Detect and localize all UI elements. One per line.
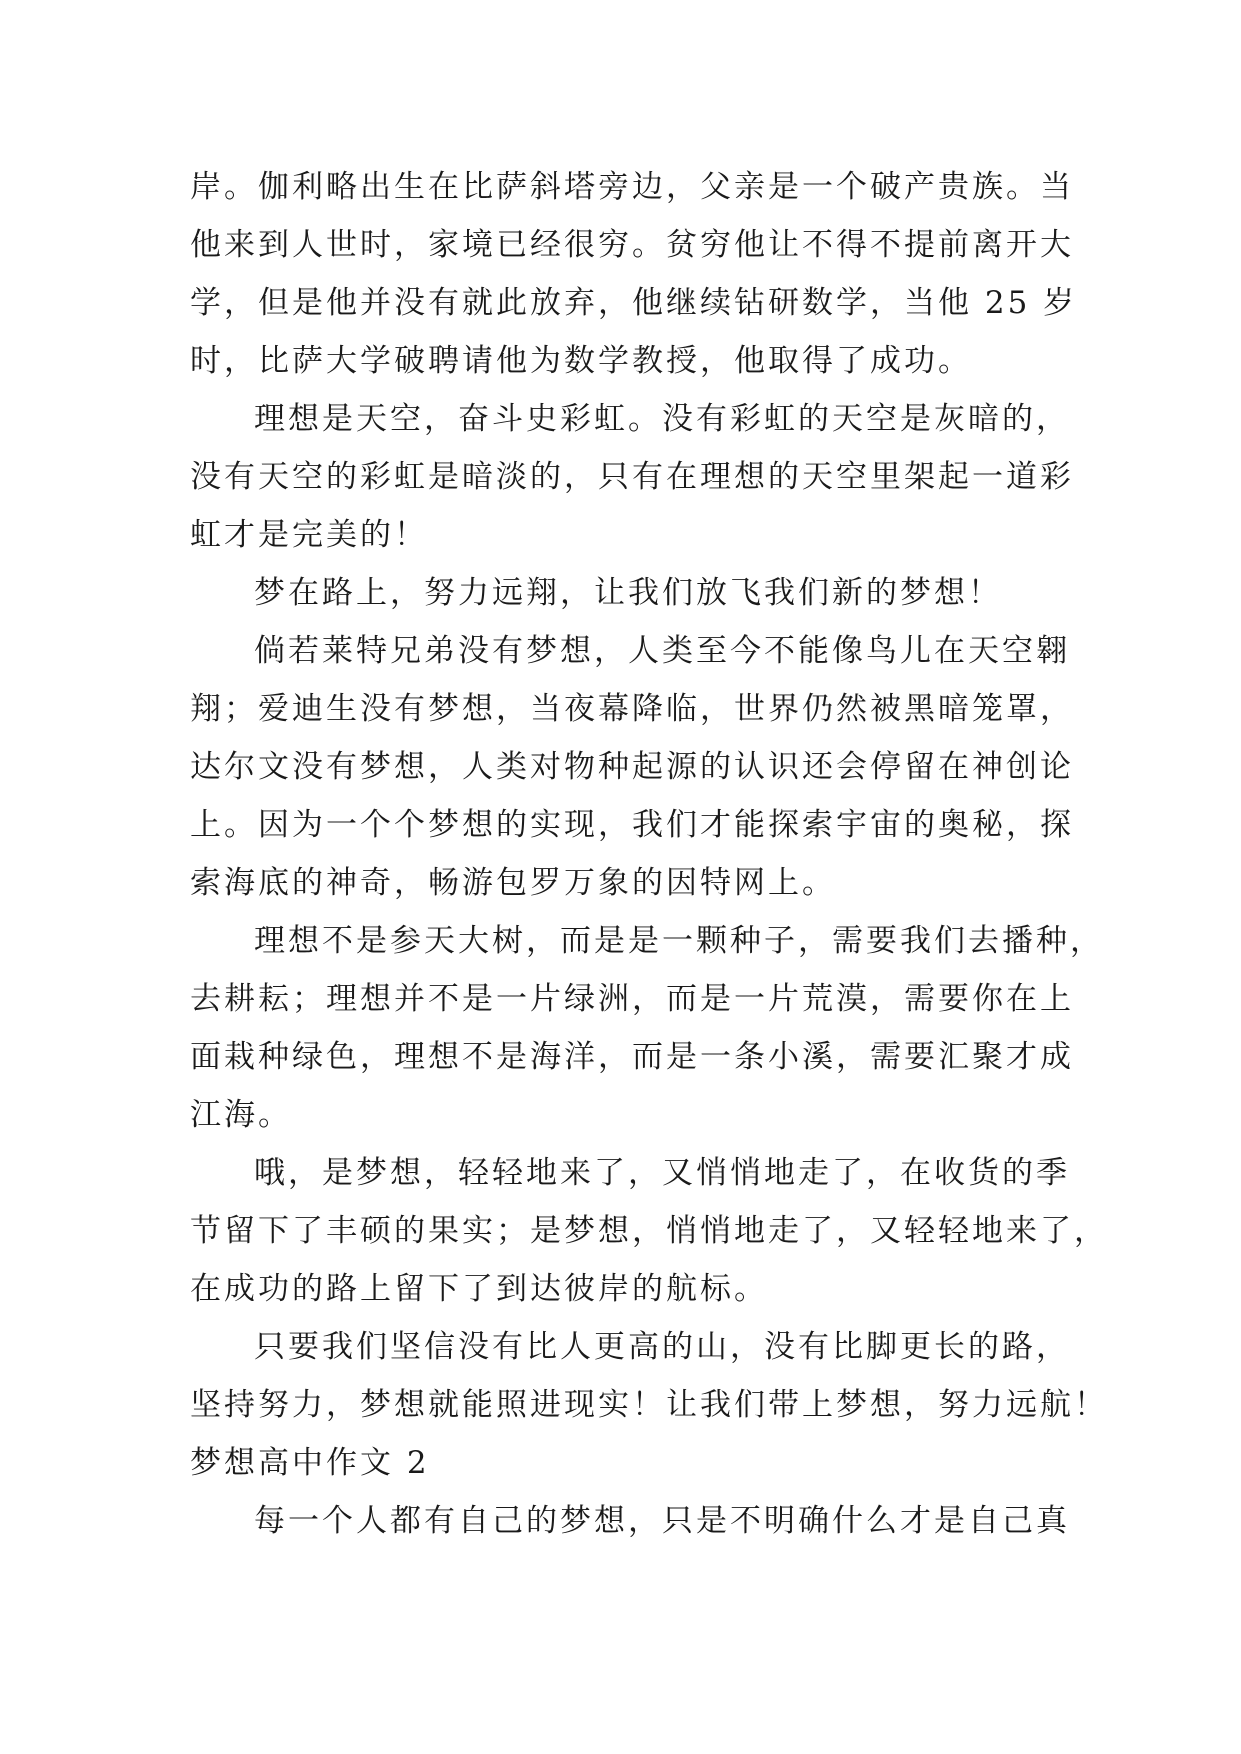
text-line: 岸。伽利略出生在比萨斜塔旁边，父亲是一个破产贵族。当 <box>190 169 1074 205</box>
text-line: 在成功的路上留下了到达彼岸的航标。 <box>190 1271 768 1307</box>
text-line: 索海底的神奇，畅游包罗万象的因特网上。 <box>190 865 836 901</box>
text-line: 上。因为一个个梦想的实现，我们才能探索宇宙的奥秘，探 <box>190 807 1074 843</box>
text-line: 去耕耘；理想并不是一片绿洲，而是一片荒漠，需要你在上 <box>190 981 1074 1017</box>
text-line: 江海。 <box>190 1097 292 1133</box>
text-line: 他来到人世时，家境已经很穷。贫穷他让不得不提前离开大 <box>190 227 1074 263</box>
paragraph-start-line: 梦在路上，努力远翔，让我们放飞我们新的梦想！ <box>254 575 1002 611</box>
text-line: 虹才是完美的！ <box>190 517 428 553</box>
section-heading: 梦想高中作文 2 <box>190 1445 430 1481</box>
paragraph-start-line: 倘若莱特兄弟没有梦想，人类至今不能像鸟儿在天空翱 <box>254 633 1070 669</box>
text-line: 节留下了丰硕的果实；是梦想，悄悄地走了，又轻轻地来了， <box>190 1213 1108 1249</box>
text-line: 面栽种绿色，理想不是海洋，而是一条小溪，需要汇聚才成 <box>190 1039 1074 1075</box>
paragraph-start-line: 哦，是梦想，轻轻地来了，又悄悄地走了，在收货的季 <box>254 1155 1070 1191</box>
paragraph-start-line: 每一个人都有自己的梦想，只是不明确什么才是自己真 <box>254 1503 1070 1539</box>
paragraph-start-line: 只要我们坚信没有比人更高的山，没有比脚更长的路， <box>254 1329 1070 1365</box>
paragraph-start-line: 理想是天空，奋斗史彩虹。没有彩虹的天空是灰暗的， <box>254 401 1070 437</box>
paragraph-start-line: 理想不是参天大树，而是是一颗种子，需要我们去播种， <box>254 923 1104 959</box>
text-line: 时，比萨大学破聘请他为数学教授，他取得了成功。 <box>190 343 972 379</box>
document-body <box>190 158 1108 1550</box>
text-line: 学，但是他并没有就此放弃，他继续钻研数学，当他 25 岁 <box>190 285 1078 321</box>
text-line: 翔；爱迪生没有梦想，当夜幕降临，世界仍然被黑暗笼罩， <box>190 691 1074 727</box>
text-line: 没有天空的彩虹是暗淡的，只有在理想的天空里架起一道彩 <box>190 459 1074 495</box>
text-line: 坚持努力，梦想就能照进现实！让我们带上梦想，努力远航！ <box>190 1387 1108 1423</box>
text-line: 达尔文没有梦想，人类对物种起源的认识还会停留在神创论 <box>190 749 1074 785</box>
